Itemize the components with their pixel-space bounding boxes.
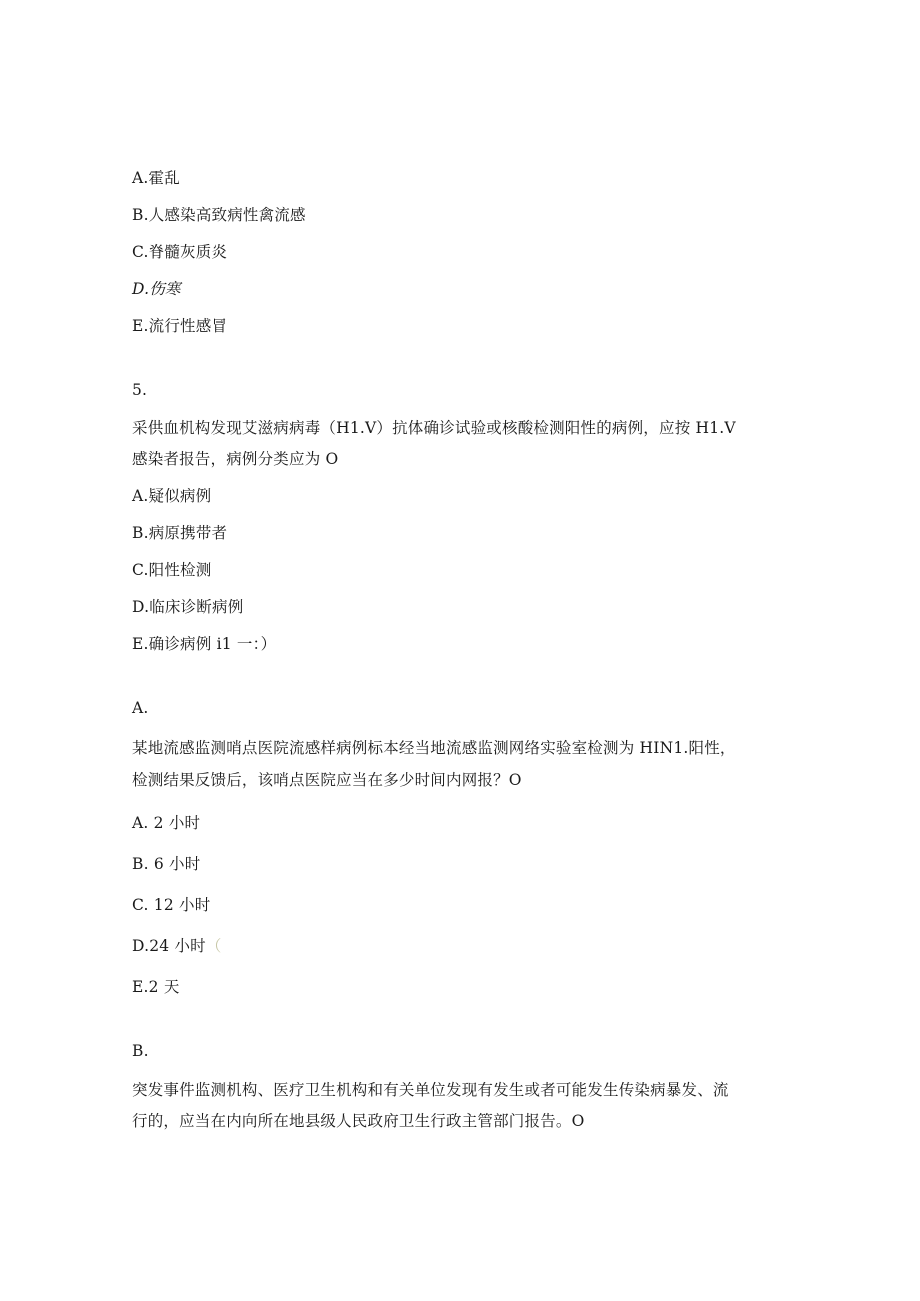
q6-option-d	[132, 936, 222, 956]
q5-option-a: A.疑似病例	[132, 487, 212, 505]
q7-stem-line1: 突发事件监测机构、医疗卫生机构和有关单位发现有发生或者可能发生传染病暴发、流	[132, 1081, 729, 1099]
q6-stem-line2: 检测结果反馈后，该哨点医院应当在多少时间内网报？O	[132, 771, 522, 789]
q4-option-d	[132, 279, 181, 299]
q5-option-c: C.阳性检测	[132, 561, 212, 579]
q4-option-c: C.脊髓灰质炎	[132, 243, 228, 261]
q6-option-a: A. 2 小时	[132, 814, 201, 832]
q4-option-e: E.流行性感冒	[132, 317, 228, 335]
q5-option-b: B.病原携带者	[132, 524, 228, 542]
q5-stem-line2: 感染者报告，病例分类应为 O	[132, 450, 339, 468]
q5-number: 5.	[132, 381, 148, 399]
q6-option-c: C. 12 小时	[132, 896, 211, 914]
q4-option-d-text: D.伤寒	[132, 280, 181, 298]
q4-option-a: A.霍乱	[132, 169, 180, 187]
q6-stem-line1: 某地流感监测哨点医院流感样病例标本经当地流感监测网络实验室检测为 HIN1.阳性，	[132, 739, 736, 757]
q5-option-d: D.临床诊断病例	[132, 598, 244, 616]
q5-option-e: E.确诊病例 i1 一：）	[132, 635, 277, 653]
q7-number: B.	[132, 1042, 149, 1060]
stray-mark: （	[205, 937, 222, 955]
q6-option-e: E.2 天	[132, 978, 180, 996]
q7-stem-line2: 行的，应当在内向所在地县级人民政府卫生行政主管部门报告。O	[132, 1112, 585, 1130]
q6-option-d-text: D.24 小时	[132, 937, 206, 955]
q6-number: A.	[132, 699, 149, 717]
q4-option-b: B.人感染高致病性禽流感	[132, 206, 306, 224]
q6-option-b: B. 6 小时	[132, 855, 201, 873]
q5-stem-line1: 采供血机构发现艾滋病病毒（H1.V）抗体确诊试验或核酸检测阳性的病例，应按 H1.V	[132, 419, 736, 437]
